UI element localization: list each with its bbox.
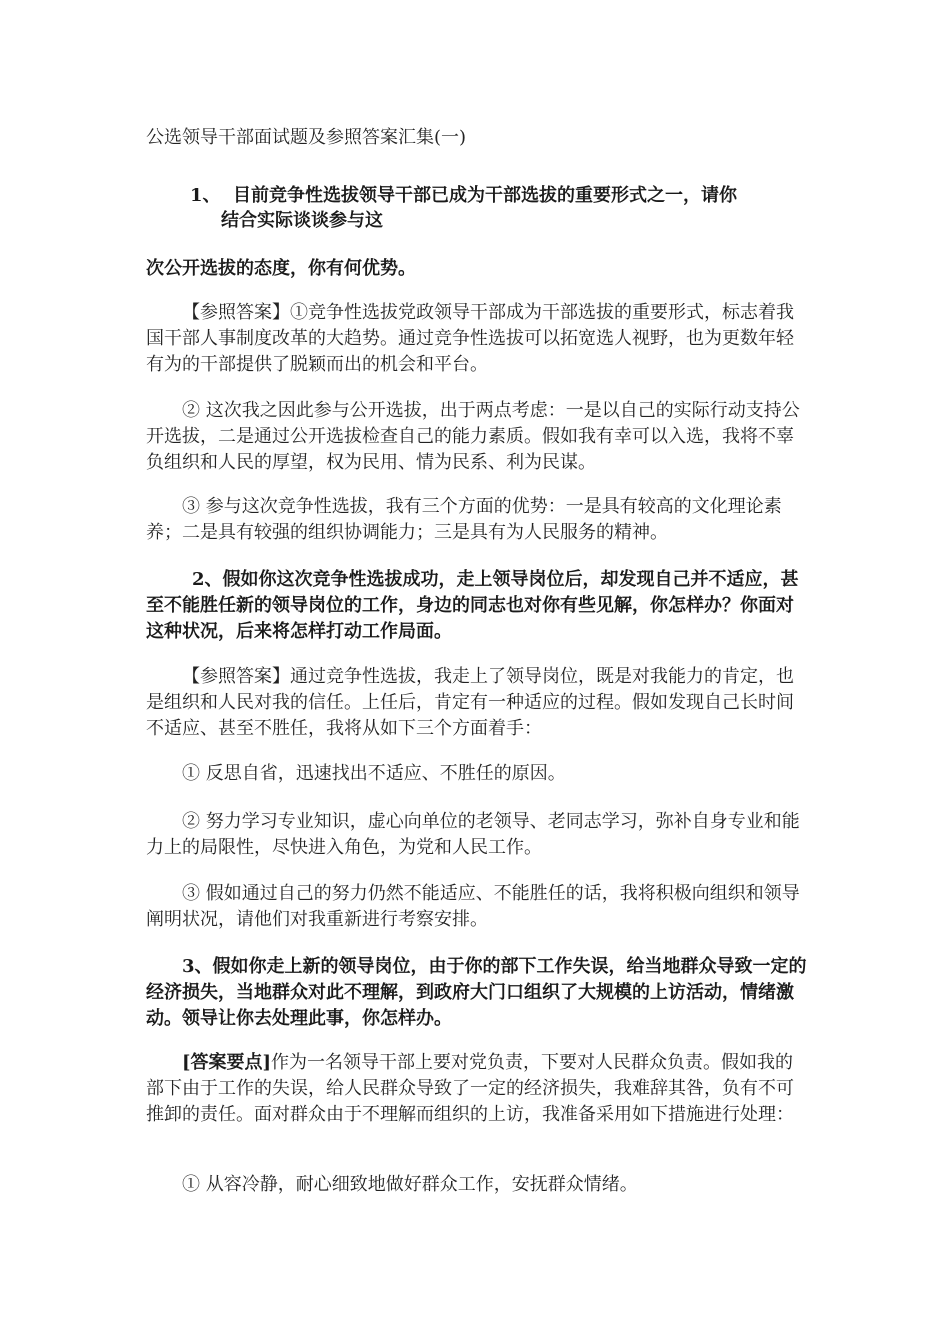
- question-3: [146, 954, 810, 1032]
- answer-2-paragraph-2: ① 反思自省，迅速找出不适应、不胜任的原因。: [182, 763, 566, 784]
- answer-1-paragraph-2: ② 这次我之因此参与公开选拔，出于两点考虑：一是以自己的实际行动支持公开选拔，二是通过公开选拔检查自己的能力素质。假如我有幸可以入选，我将不辜负组织和人民的厚望，权为民用、情为民系、利为民谋。: [146, 400, 800, 473]
- question-1-line-1: 目前竞争性选拔领导干部已成为干部选拔的重要形式之一，请你: [233, 185, 737, 206]
- question-2: 2、假如你这次竞争性选拔成功，走上领导岗位后，却发现自己并不适应，甚至不能胜任新的领导岗位的工作，身边的同志也对你有些见解，你怎样办？你面对这种状况，后来将怎样打动工作局面。: [146, 569, 799, 642]
- answer-3-text: 作为一名领导干部上要对党负责，下要对人民群众负责。假如我的部下由于工作的失误，给人民群众导致了一定的经济损失，我难辞其咎，负有不可推卸的责任。面对群众由于不理解而组织的上访，我准备采用如下措施进行处理：: [146, 1052, 794, 1125]
- question-3-text: 3、假如你走上新的领导岗位，由于你的部下工作失误，给当地群众导致一定的经济损失，当地群众对此不理解，到政府大门口组织了大规模的上访活动，情绪激动。领导让你去处理此事，你怎样办。: [146, 956, 807, 1029]
- answer-2-paragraph-3: ② 努力学习专业知识，虚心向单位的老领导、老同志学习，弥补自身专业和能力上的局限性，尽快进入角色，为党和人民工作。: [146, 811, 800, 858]
- answer-1-paragraph-1: 【参照答案】①竞争性选拔党政领导干部成为干部选拔的重要形式，标志着我国干部人事制度改革的大趋势。通过竞争性选拔可以拓宽选人视野，也为更数年轻有为的干部提供了脱颖而出的机会和平台。: [146, 302, 794, 375]
- question-1-number: 1、: [190, 185, 221, 206]
- answer-3-paragraph-1: [146, 1050, 810, 1128]
- answer-2-paragraph-1: 【参照答案】通过竞争性选拔，我走上了领导岗位，既是对我能力的肯定，也是组织和人民对我的信任。上任后，肯定有一种适应的过程。假如发现自己长时间不适应、甚至不胜任，我将从如下三个方面着手：: [146, 666, 794, 739]
- answer-2-paragraph-4: ③ 假如通过自己的努力仍然不能适应、不能胜任的话，我将积极向组织和领导阐明状况，请他们对我重新进行考察安排。: [146, 883, 800, 930]
- question-1-line-3: 次公开选拔的态度，你有何优势。: [146, 258, 416, 279]
- answer-1-paragraph-3: ③ 参与这次竞争性选拔，我有三个方面的优势：一是具有较高的文化理论素养；二是具有较强的组织协调能力；三是具有为人民服务的精神。: [146, 496, 782, 543]
- document-title: 公选领导干部面试题及参照答案汇集(一): [146, 127, 467, 148]
- answer-3-label: [答案要点]: [182, 1052, 272, 1073]
- answer-3-paragraph-2: ① 从容冷静，耐心细致地做好群众工作，安抚群众情绪。: [182, 1174, 638, 1195]
- question-1-line-2: 结合实际谈谈参与这: [221, 210, 383, 231]
